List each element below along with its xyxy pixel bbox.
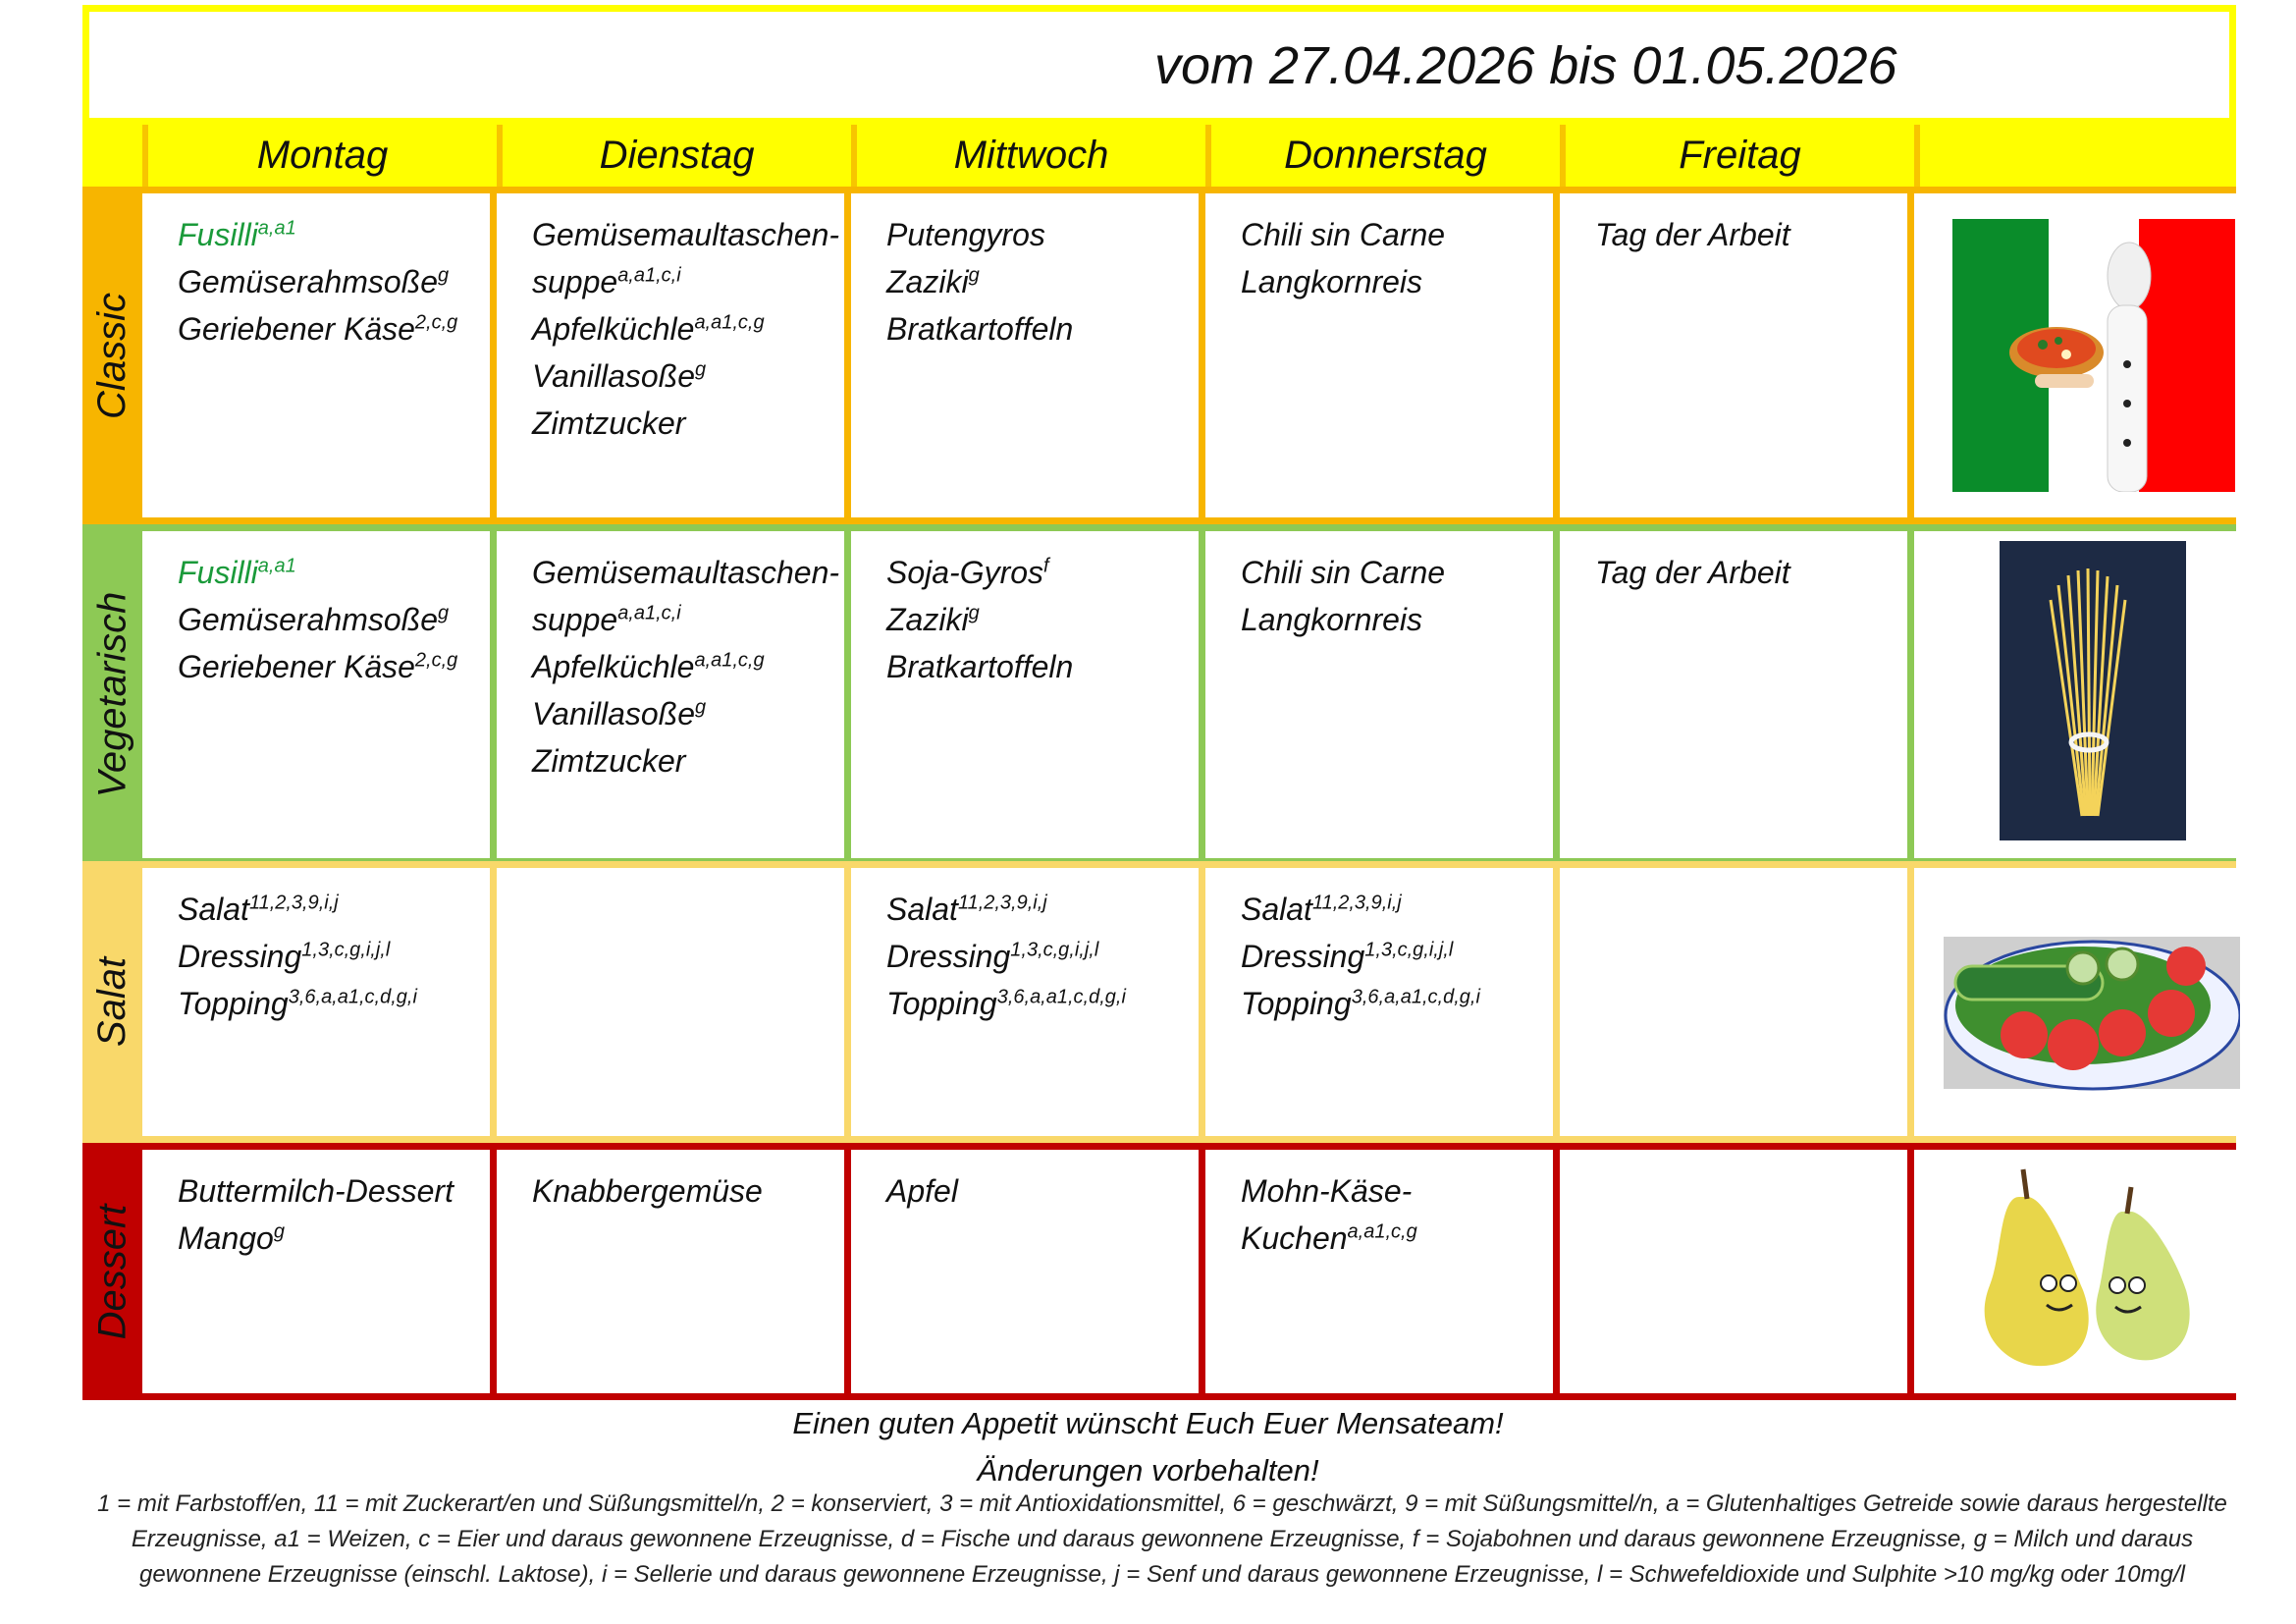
- meal-cell-tuesday: [497, 531, 851, 858]
- meal-item: [1241, 258, 1539, 305]
- meal-item-name: Gemüsemaultaschen-: [532, 217, 840, 252]
- meal-cell-friday: [1560, 193, 1914, 517]
- meal-item: [1241, 211, 1539, 258]
- row-label: [82, 1150, 142, 1393]
- day-header-tuesday: Dienstag: [497, 125, 851, 187]
- meal-item: [1241, 1215, 1539, 1262]
- meal-cell-thursday: [1205, 868, 1560, 1136]
- meal-item: [532, 258, 830, 305]
- allergen-codes: g: [437, 264, 450, 287]
- allergen-codes: f: [1043, 555, 1049, 577]
- meal-item-name: Dressing: [886, 939, 1011, 974]
- meal-item: [886, 258, 1185, 305]
- meal-cell-tuesday: [497, 193, 851, 517]
- meal-item: [886, 933, 1185, 980]
- meal-item-name: Dressing: [1241, 939, 1365, 974]
- allergen-codes: a,a1: [257, 555, 296, 577]
- meal-item-name: Zimtzucker: [532, 743, 686, 779]
- corner-cell: [82, 125, 142, 187]
- food-image-cell: [1914, 1150, 2262, 1393]
- day-header-row: [82, 125, 2236, 187]
- meal-item-name: Vanillasoße: [532, 696, 696, 731]
- allergen-codes: a,a1: [257, 217, 296, 240]
- row-label: [82, 193, 142, 517]
- meal-item-name: Vanillasoße: [532, 358, 696, 394]
- allergen-codes: 1,3,c,g,i,j,l: [301, 939, 391, 961]
- allergen-codes: 2,c,g: [414, 311, 458, 334]
- allergen-codes: a,a1,c,g: [694, 649, 765, 672]
- meal-item: [532, 352, 830, 400]
- allergen-codes: a,a1,c,i: [617, 602, 681, 624]
- meal-item: [178, 1215, 476, 1262]
- day-header-thursday: Donnerstag: [1205, 125, 1560, 187]
- meal-item: [532, 690, 830, 737]
- meal-item: [178, 596, 476, 643]
- meal-item: [178, 1167, 476, 1215]
- meal-item: [532, 400, 830, 447]
- meal-item: [1241, 549, 1539, 596]
- meal-item-name: Fusilli: [178, 555, 258, 590]
- meal-item-name: Zimtzucker: [532, 406, 686, 441]
- meal-item-name: Tag der Arbeit: [1595, 217, 1790, 252]
- meal-cell-friday: [1560, 868, 1914, 1136]
- image-column-header: [1914, 125, 2269, 187]
- allergen-codes: 11,2,3,9,i,j: [957, 892, 1047, 914]
- menu-row-vegetarisch: [82, 524, 2236, 861]
- meal-item-name: Knabbergemüse: [532, 1173, 763, 1209]
- allergen-codes: g: [437, 602, 450, 624]
- allergen-codes: 11,2,3,9,i,j: [1311, 892, 1402, 914]
- meal-cell-thursday: [1205, 531, 1560, 858]
- footer-notice: Änderungen vorbehalten!: [977, 1453, 1319, 1488]
- row-label: [82, 531, 142, 858]
- meal-item: [886, 305, 1185, 352]
- meal-item-name: Apfelküchle: [532, 649, 695, 684]
- meal-item: [178, 258, 476, 305]
- meal-item: [886, 980, 1185, 1027]
- meal-item-name: Zaziki: [886, 264, 969, 299]
- meal-item-name: Soja-Gyros: [886, 555, 1044, 590]
- meal-item-name: Bratkartoffeln: [886, 649, 1074, 684]
- row-label-text: Dessert: [90, 1204, 133, 1339]
- meal-item-name: Bratkartoffeln: [886, 311, 1074, 347]
- meal-item-name: suppe: [532, 264, 618, 299]
- meal-cell-friday: [1560, 531, 1914, 858]
- meal-item: [178, 643, 476, 690]
- meal-item-name: Tag der Arbeit: [1595, 555, 1790, 590]
- allergen-codes: g: [273, 1220, 285, 1243]
- day-header-wednesday: Mittwoch: [851, 125, 1205, 187]
- allergen-codes: g: [695, 358, 707, 381]
- meal-item: [886, 643, 1185, 690]
- meal-item: [1241, 596, 1539, 643]
- meal-item: [1241, 886, 1539, 933]
- meal-item: [1241, 933, 1539, 980]
- meal-item-name: Zaziki: [886, 602, 969, 637]
- meal-item: [532, 1167, 830, 1215]
- menu-rows: [82, 187, 2236, 1400]
- row-label-text: Vegetarisch: [90, 591, 133, 798]
- allergen-codes: g: [695, 696, 707, 719]
- menu-plan: [82, 5, 2236, 1400]
- food-image-cell: [1914, 193, 2262, 517]
- meal-cell-thursday: [1205, 193, 1560, 517]
- allergen-codes: 3,6,a,a1,c,d,g,i: [996, 986, 1126, 1008]
- meal-item-name: Fusilli: [178, 217, 258, 252]
- row-label-text: Classic: [90, 292, 133, 419]
- meal-item: [1241, 1167, 1539, 1215]
- meal-item-name: Gemüserahmsoße: [178, 602, 438, 637]
- meal-cell-friday: [1560, 1150, 1914, 1393]
- meal-item: [886, 549, 1185, 596]
- meal-item-name: Geriebener Käse: [178, 311, 415, 347]
- meal-item-name: Apfelküchle: [532, 311, 695, 347]
- allergen-codes: 11,2,3,9,i,j: [248, 892, 339, 914]
- meal-item-name: Putengyros: [886, 217, 1045, 252]
- allergen-codes: a,a1,c,i: [617, 264, 681, 287]
- meal-item: [178, 886, 476, 933]
- allergen-codes: g: [968, 602, 980, 624]
- meal-item-name: suppe: [532, 602, 618, 637]
- meal-item-name: Dressing: [178, 939, 302, 974]
- allergen-codes: 1,3,c,g,i,j,l: [1364, 939, 1454, 961]
- meal-item-name: Geriebener Käse: [178, 649, 415, 684]
- meal-item: [532, 737, 830, 785]
- meal-cell-wednesday: [851, 193, 1205, 517]
- meal-item-name: Kuchen: [1241, 1220, 1348, 1256]
- meal-item: [178, 211, 476, 258]
- two-pears-icon: [1950, 1158, 2225, 1386]
- meal-item-name: Topping: [178, 986, 289, 1021]
- meal-item: [178, 305, 476, 352]
- meal-item: [532, 596, 830, 643]
- allergen-codes: a,a1,c,g: [1347, 1220, 1417, 1243]
- meal-cell-monday: [142, 531, 497, 858]
- allergen-codes: 1,3,c,g,i,j,l: [1010, 939, 1099, 961]
- meal-item: [178, 980, 476, 1027]
- meal-item: [532, 211, 840, 258]
- meal-cell-monday: [142, 1150, 497, 1393]
- meal-item-name: Salat: [178, 892, 249, 927]
- meal-cell-tuesday: [497, 868, 851, 1136]
- day-header-monday: Montag: [142, 125, 497, 187]
- meal-item-name: Chili sin Carne: [1241, 217, 1446, 252]
- allergen-codes: 3,6,a,a1,c,d,g,i: [1351, 986, 1480, 1008]
- allergen-legend: 1 = mit Farbstoff/en, 11 = mit Zuckerart/en und Süßungsmittel/n, 2 = konserviert, 3 = mit Antioxidationsmittel, 6 = geschwärzt, 9 = mit Süßungsmittel/n, a = Glutenhaltiges Getreide sowie daraus hergestellte Erzeugnisse, a1 = Weizen, c = Eier und daraus gewonnene Erzeugnisse, d = Fische und daraus gewonnene Erzeugnisse, f = Sojabohnen und daraus gewonnene Erzeugnisse, g = Milch und daraus gewonnene Erzeugnisse (einschl. Laktose), i = Sellerie und daraus gewonnene Erzeugnisse, j = Senf und daraus gewonnene Erzeugnisse, l = Schwefeldioxide und Sulphite >10 mg/kg oder 10mg/l: [97, 1490, 2227, 1588]
- meal-item: [1241, 980, 1539, 1027]
- menu-row-classic: [82, 187, 2236, 524]
- meal-item-name: Langkornreis: [1241, 602, 1422, 637]
- title-bar: [82, 5, 2236, 125]
- row-label: [82, 868, 142, 1136]
- menu-row-salat: [82, 861, 2236, 1143]
- meal-item-name: Apfel: [886, 1173, 958, 1209]
- food-image-cell: [1914, 868, 2262, 1136]
- meal-item: [532, 549, 840, 596]
- meal-cell-monday: [142, 868, 497, 1136]
- meal-item-name: Buttermilch-Dessert: [178, 1173, 454, 1209]
- meal-item: [886, 211, 1185, 258]
- allergen-codes: 2,c,g: [414, 649, 458, 672]
- day-header-friday: Freitag: [1560, 125, 1914, 187]
- footer-greeting: Einen guten Appetit wünscht Euch Euer Mensateam!: [792, 1406, 1504, 1440]
- meal-cell-wednesday: [851, 531, 1205, 858]
- meal-cell-wednesday: [851, 1150, 1205, 1393]
- meal-item-name: Mohn-Käse-: [1241, 1173, 1413, 1209]
- meal-item: [178, 549, 476, 596]
- meal-item-name: Gemüserahmsoße: [178, 264, 438, 299]
- meal-item-name: Topping: [1241, 986, 1352, 1021]
- allergen-codes: 3,6,a,a1,c,d,g,i: [288, 986, 417, 1008]
- meal-item: [532, 305, 830, 352]
- row-label-text: Salat: [90, 956, 134, 1048]
- meal-cell-monday: [142, 193, 497, 517]
- meal-item: [886, 886, 1185, 933]
- salad-bowl-icon: [1936, 897, 2240, 1107]
- date-range: vom 27.04.2026 bis 01.05.2026: [1154, 36, 1897, 95]
- meal-cell-tuesday: [497, 1150, 851, 1393]
- food-image-cell: [1914, 531, 2262, 858]
- meal-item-name: Mango: [178, 1220, 274, 1256]
- meal-cell-wednesday: [851, 868, 1205, 1136]
- meal-item: [1595, 549, 1894, 596]
- meal-item-name: Salat: [886, 892, 958, 927]
- meal-item: [532, 643, 830, 690]
- meal-item: [886, 596, 1185, 643]
- spaghetti-bundle-icon: [1990, 531, 2186, 858]
- meal-item: [178, 933, 476, 980]
- meal-item-name: Langkornreis: [1241, 264, 1422, 299]
- meal-item-name: Chili sin Carne: [1241, 555, 1446, 590]
- meal-cell-thursday: [1205, 1150, 1560, 1393]
- allergen-codes: a,a1,c,g: [694, 311, 765, 334]
- meal-item-name: Topping: [886, 986, 997, 1021]
- meal-item-name: Salat: [1241, 892, 1312, 927]
- allergen-codes: g: [968, 264, 980, 287]
- meal-item: [886, 1167, 1185, 1215]
- menu-row-dessert: [82, 1143, 2236, 1400]
- meal-item: [1595, 211, 1894, 258]
- meal-item-name: Gemüsemaultaschen-: [532, 555, 840, 590]
- italian-flag-chef-pizza-icon: [1941, 207, 2235, 505]
